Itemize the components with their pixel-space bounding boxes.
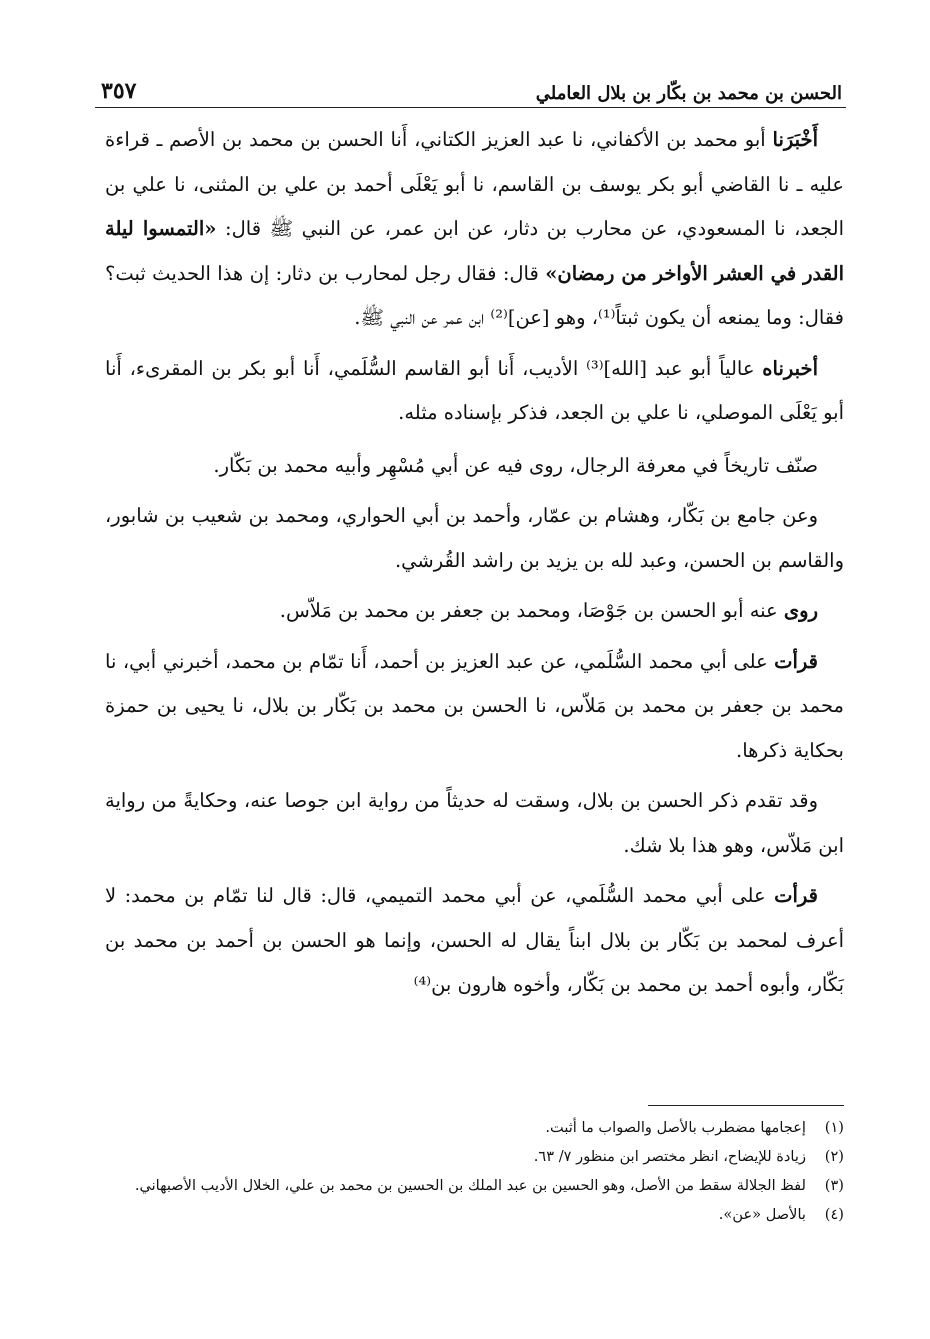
footnote-text: إعجامها مضطرب بالأصل والصواب ما أثبت. bbox=[545, 1119, 806, 1136]
footnote-rule bbox=[648, 1105, 844, 1106]
paragraph-text: عنه أبو الحسن بن جَوْصَا، ومحمد بن جعفر بن محمد بن مَلاّس. bbox=[279, 599, 784, 622]
paragraph-lead: روى bbox=[783, 599, 818, 622]
paragraph-lead: قرأت bbox=[774, 884, 818, 907]
paragraph-3 bbox=[105, 444, 844, 489]
footnote bbox=[105, 1142, 844, 1171]
paragraph-text: على أبي محمد السُّلَمي، عن أبي محمد التميمي، قال: قال لنا تمّام بن محمد: لا أعرف لمحمد بن بَكّار بن بلال ابناً يقال له الحسن، وإنما هو الحسن بن أحمد بن محمد بن بَكّار، وأبوه أحمد بن محمد بن بَكّار، وأخوه هارون بن⁽⁴⁾ bbox=[105, 884, 844, 996]
footnote bbox=[105, 1200, 844, 1229]
paragraph-text: وقد تقدم ذكر الحسن بن بلال، وسقت له حديثاً من رواية ابن جوصا عنه، وحكايةً من رواية ابن مَلاّس، وهو هذا بلا شك. bbox=[105, 789, 844, 857]
footnote-number: (٣) bbox=[824, 1177, 844, 1194]
running-title: الحسن بن محمد بن بكّار بن بلال العاملي bbox=[535, 83, 842, 104]
paragraph-text: قال: فقال رجل لمحارب بن دثار: إن هذا الحديث ثبت؟ فقال: وما يمنعه أن يكون ثبتاً⁽¹⁾، وهو [عن]⁽²⁾ ابن عمر عن النبي ﷺ. bbox=[105, 261, 844, 329]
paragraph-text: على أبي محمد السُّلَمي، عن عبد العزيز بن أحمد، أَنا تمّام بن محمد، أخبرني أبي، نا محمد بن جعفر بن محمد بن مَلاّس، نا الحسن بن محمد بن بَكّار بن بلال، نا يحيى بن حمزة بحكاية ذكرها. bbox=[105, 649, 844, 762]
main-text bbox=[105, 118, 844, 1014]
paragraph-5 bbox=[105, 589, 844, 634]
footnote-number: (٤) bbox=[824, 1206, 844, 1223]
paragraph-1 bbox=[105, 118, 844, 341]
header-rule bbox=[95, 107, 846, 108]
hadith-quote: «التمسوا ليلة القدر في العشر الأواخر من رمضان» bbox=[105, 217, 844, 285]
page-header bbox=[95, 64, 846, 104]
paragraph-text: أبو محمد بن الأكفاني، نا عبد العزيز الكتاني، أَنا الحسن بن محمد بن الأصم ـ قراءة عليه ـ نا القاضي أبو بكر يوسف بن القاسم، نا أبو يَعْلَى أحمد بن علي بن المثنى، نا علي بن الجعد، نا المسعودي، عن محارب بن دثار، عن ابن عمر، عن النبي ﷺ قال: bbox=[105, 128, 844, 240]
paragraph-lead: أَخْبَرَنا bbox=[772, 128, 818, 151]
paragraph-text: صنّف تاريخاً في معرفة الرجال، روى فيه عن أبي مُسْهِر وأبيه محمد بن بَكّار. bbox=[213, 453, 818, 477]
paragraph-4 bbox=[105, 494, 844, 583]
paragraph-8 bbox=[105, 874, 844, 1008]
paragraph-7 bbox=[105, 779, 844, 868]
footnote bbox=[105, 1113, 844, 1142]
footnote bbox=[105, 1171, 844, 1200]
footnotes bbox=[105, 1113, 844, 1229]
paragraph-6 bbox=[105, 640, 844, 774]
footnote-text: لفظ الجلالة سقط من الأصل، وهو الحسين بن عبد الملك بن الحسين بن محمد بن علي، الخلال الأديب الأصبهاني. bbox=[134, 1177, 806, 1194]
footnote-text: زيادة للإيضاح، انظر مختصر ابن منظور ٧/ ٦٣. bbox=[533, 1148, 806, 1165]
paragraph-text: عالياً أبو عبد [الله]⁽³⁾ الأديب، أَنا أبو القاسم السُّلَمي، أَنا أبو بكر بن المقرىء، أَنا أبو يَعْلَى الموصلي، نا علي بن الجعد، فذكر بإسناده مثله. bbox=[105, 356, 844, 424]
footnote-text: بالأصل «عن». bbox=[718, 1206, 806, 1223]
footnote-number: (١) bbox=[824, 1119, 844, 1136]
paragraph-lead: أخبرناه bbox=[762, 356, 818, 380]
paragraph-text: وعن جامع بن بَكّار، وهشام بن عمّار، وأحمد بن أبي الحواري، ومحمد بن شعيب بن شابور، والقاسم بن الحسن، وعبد لله بن يزيد بن راشد القُرشي. bbox=[105, 504, 844, 572]
footnote-number: (٢) bbox=[824, 1148, 844, 1165]
paragraph-2 bbox=[105, 347, 844, 436]
paragraph-lead: قرأت bbox=[774, 649, 818, 673]
page-number: ٣٥٧ bbox=[101, 78, 137, 104]
